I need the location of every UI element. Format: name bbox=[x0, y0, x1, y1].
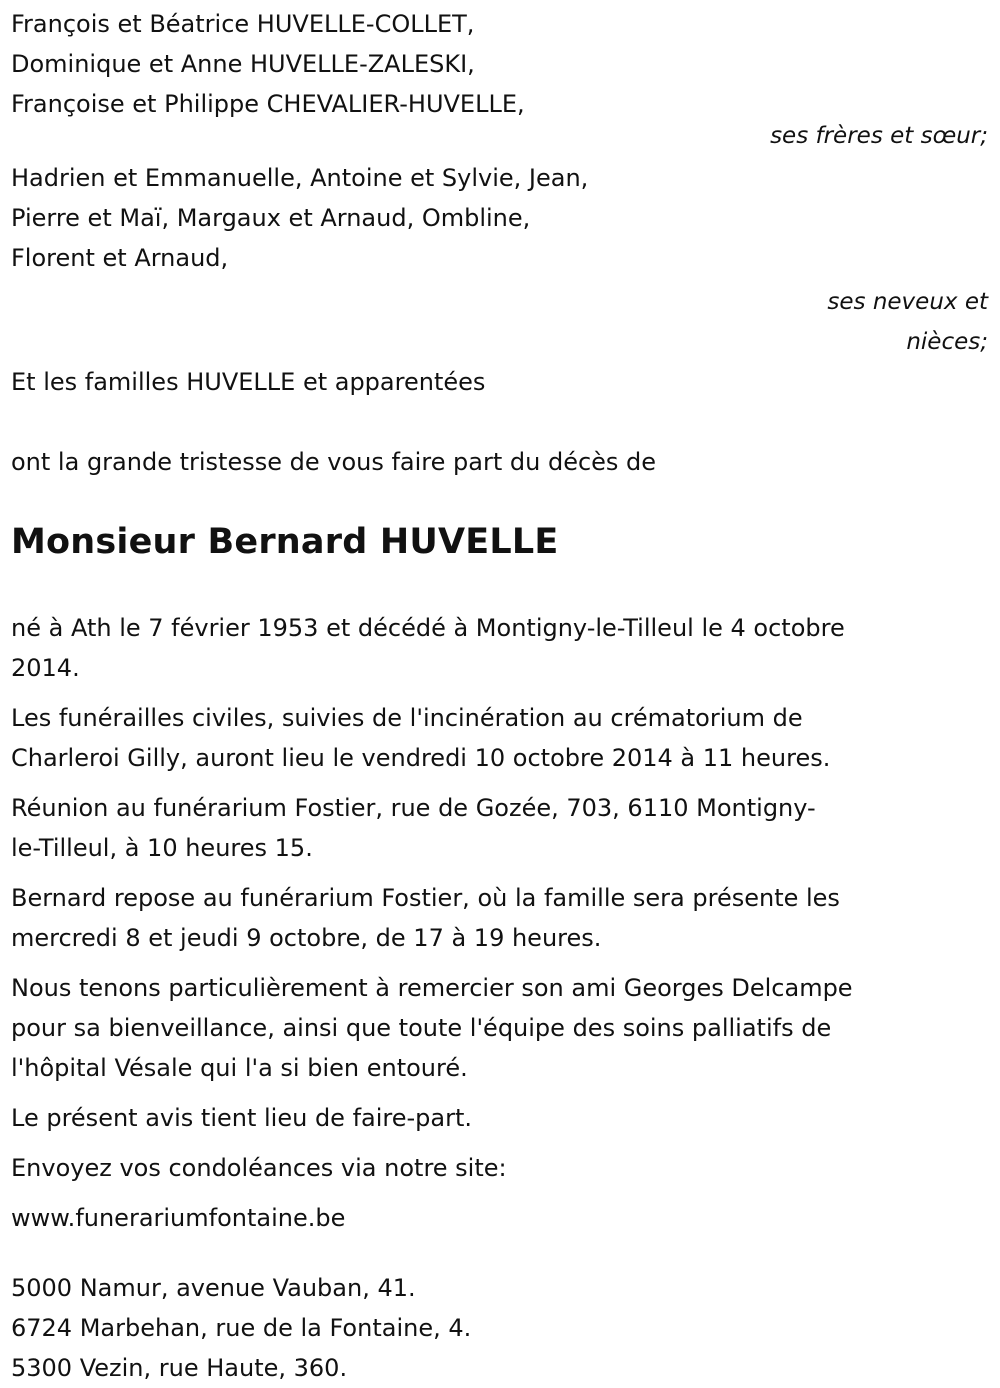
deceased-name: Monsieur Bernard HUVELLE bbox=[11, 522, 559, 562]
funeral-paragraph: Les funérailles civiles, suivies de l'incinération au crématorium de Charleroi Gilly, auront lieu le vendredi 10 octobre 2014 à 11 heures. bbox=[11, 704, 831, 772]
website-link[interactable]: www.funerariumfontaine.be bbox=[11, 1204, 346, 1232]
birth-paragraph: né à Ath le 7 février 1953 et décédé à Montigny-le-Tilleul le 4 octobre 2014. bbox=[11, 614, 845, 682]
siblings-block bbox=[11, 0, 990, 156]
address-line: 5000 Namur, avenue Vauban, 41. bbox=[11, 1274, 416, 1302]
condolences-paragraph: Envoyez vos condoléances via notre site: bbox=[11, 1154, 507, 1182]
sibling-line: Françoise et Philippe CHEVALIER-HUVELLE, bbox=[11, 90, 525, 118]
address-line: 6724 Marbehan, rue de la Fontaine, 4. bbox=[11, 1314, 472, 1342]
notice-paragraph: Le présent avis tient lieu de faire-part. bbox=[11, 1104, 473, 1132]
announcement-line: ont la grande tristesse de vous faire part du décès de bbox=[11, 448, 657, 476]
thanks-paragraph: Nous tenons particulièrement à remercier son ami Georges Delcampe pour sa bienveillance, ainsi que toute l'équipe des soins palliatifs de l'hôpital Vésale qui l'a si bien entouré. bbox=[11, 974, 853, 1082]
nephew-line: Pierre et Maï, Margaux et Arnaud, Ombline, bbox=[11, 204, 531, 232]
nephews-role-line1: ses neveux et bbox=[827, 289, 988, 315]
addresses-block bbox=[11, 1268, 990, 1388]
nephews-block bbox=[11, 158, 990, 362]
sibling-line: François et Béatrice HUVELLE-COLLET, bbox=[11, 10, 475, 38]
address-line: 5300 Vezin, rue Haute, 360. bbox=[11, 1354, 348, 1382]
rest-paragraph: Bernard repose au funérarium Fostier, où la famille sera présente les mercredi 8 et jeudi 9 octobre, de 17 à 19 heures. bbox=[11, 884, 840, 952]
nephew-line: Hadrien et Emmanuelle, Antoine et Sylvie, Jean, bbox=[11, 164, 589, 192]
nephews-role-line2: nièces; bbox=[906, 329, 988, 355]
siblings-role: ses frères et sœur; bbox=[770, 123, 988, 149]
meeting-paragraph: Réunion au funérarium Fostier, rue de Gozée, 703, 6110 Montigny- le-Tilleul, à 10 heures 15. bbox=[11, 794, 816, 862]
details-block bbox=[11, 608, 990, 1238]
families-line: Et les familles HUVELLE et apparentées bbox=[11, 368, 486, 396]
nephew-line: Florent et Arnaud, bbox=[11, 244, 229, 272]
sibling-line: Dominique et Anne HUVELLE-ZALESKI, bbox=[11, 50, 475, 78]
